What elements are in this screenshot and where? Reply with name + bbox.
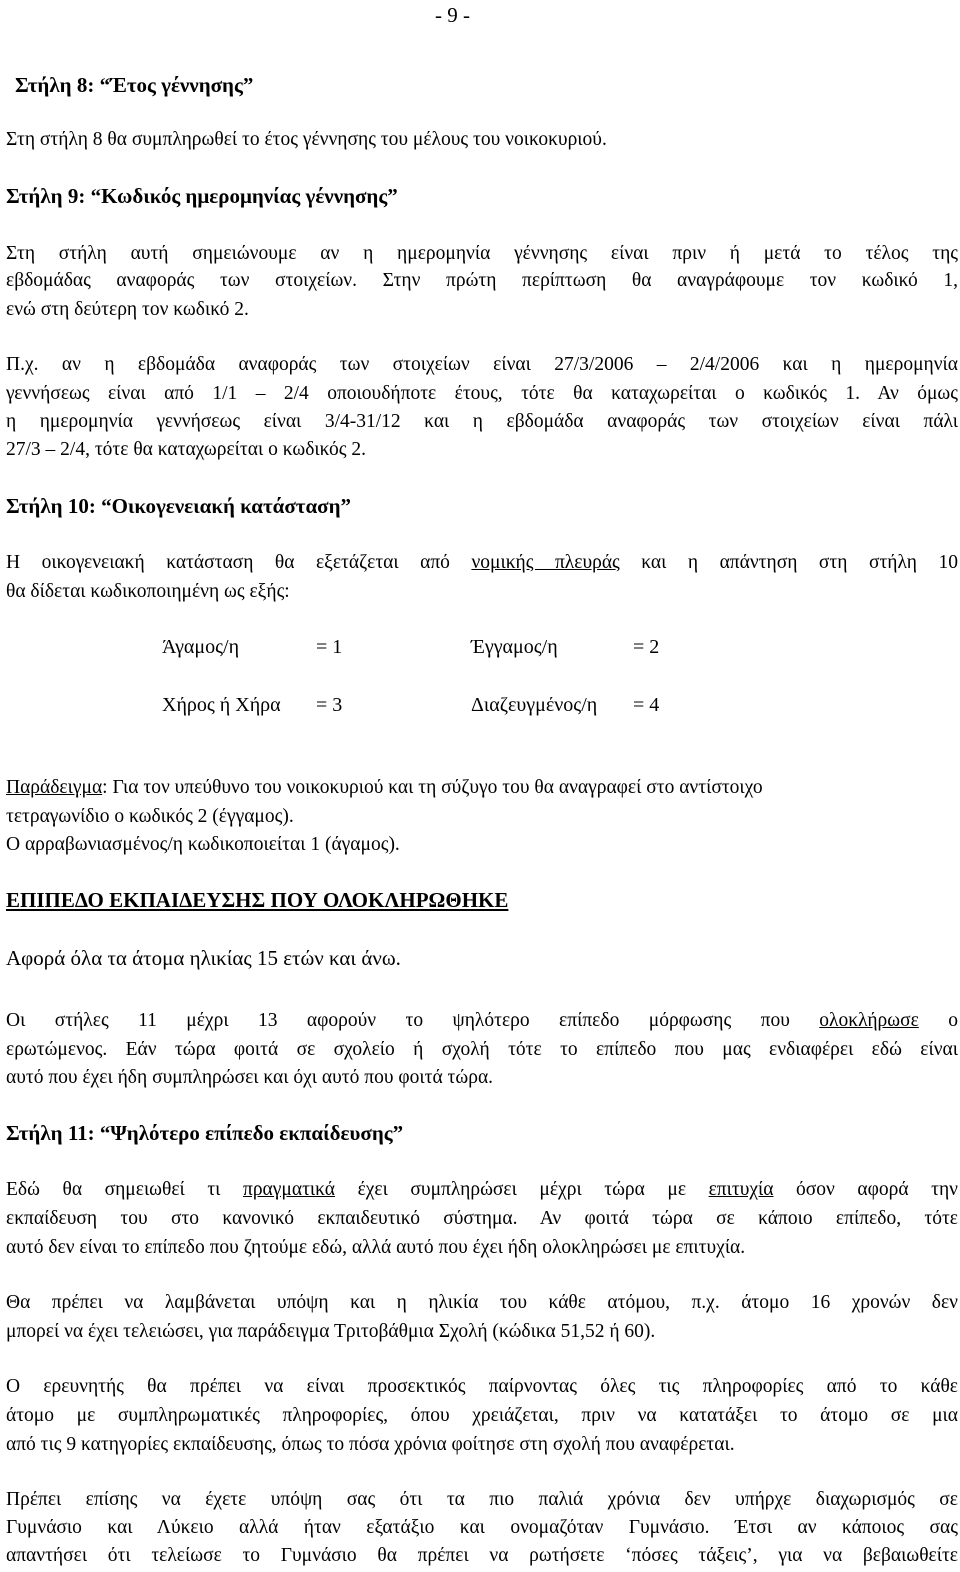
paragraph-line: Γυμνάσιο και Λύκειο αλλά ήταν εξατάξιο και ονομαζόταν Γυμνάσιο. Έτσι αν κάποιος σας [6, 1517, 958, 1538]
code-value: = 2 [633, 636, 660, 658]
paragraph-line: ερωτώμενος. Εάν τώρα φοιτά σε σχολείο ή σχολή τότε το επίπεδο που μας ενδιαφέρει εδώ είναι [6, 1039, 958, 1060]
example-line: Ο αρραβωνιασμένος/η κωδικοποιείται 1 (άγαμος). [6, 834, 400, 855]
paragraph-line: Πρέπει επίσης να έχετε υπόψη σας ότι τα πιο παλιά χρόνια δεν υπήρχε διαχωρισμός σε [6, 1489, 958, 1510]
example-line: Παράδειγμα: Για τον υπεύθυνο του νοικοκυριού και τη σύζυγο του θα αναγραφεί στο αντίστοιχο [6, 777, 763, 798]
section-heading-column-10: Στήλη 10: “Οικογενειακή κατάσταση” [6, 494, 352, 518]
paragraph-line: Θα πρέπει να λαμβάνεται υπόψη και η ηλικία του κάθε ατόμου, π.χ. άτομο 16 χρονών δεν [6, 1292, 958, 1313]
paragraph-line: άτομο με συμπληρωματικές πληροφορίες, όπου χρειάζεται, πριν να κατατάξει το άτομο σε μια [6, 1405, 958, 1426]
section-heading-column-11: Στήλη 11: “Ψηλότερο επίπεδο εκπαίδευσης” [6, 1121, 404, 1145]
paragraph-line: η ημερομηνία γεννήσεως είναι 3/4-31/12 και η εβδομάδα αναφοράς των στοιχείων είναι πάλι [6, 411, 958, 432]
paragraph-line: από τις 9 κατηγορίες εκπαίδευσης, όπως το πόσα χρόνια φοίτησε στη σχολή που αναφέρεται. [6, 1434, 735, 1455]
paragraph-line: Στη στήλη αυτή σημειώνουμε αν η ημερομηνία γέννησης είναι πριν ή μετά το τέλος της [6, 243, 958, 264]
paragraph-line: αυτό που έχει ήδη συμπληρώσει και όχι αυτό που φοιτά τώρα. [6, 1067, 494, 1088]
paragraph-line: ενώ στη δεύτερη τον κωδικό 2. [6, 299, 249, 320]
paragraph-line: 27/3 – 2/4, τότε θα καταχωρείται ο κωδικός 2. [6, 439, 366, 460]
paragraph-line: μπορεί να έχει τελειώσει, για παράδειγμα Τριτοβάθμια Σχολή (κώδικα 51,52 ή 60). [6, 1321, 656, 1342]
code-label: Άγαμος/η [162, 636, 240, 658]
section-heading-column-9: Στήλη 9: “Κωδικός ημερομηνίας γέννησης” [6, 184, 398, 208]
paragraph-line: απαντήσει ότι τελείωσε το Γυμνάσιο θα πρέπει να ρωτήσετε ‘πόσες τάξεις’, για να βεβαιωθείτε [6, 1545, 958, 1566]
code-value: = 4 [633, 694, 660, 716]
paragraph-line: Π.χ. αν η εβδομάδα αναφοράς των στοιχείων είναι 27/3/2006 – 2/4/2006 και η ημερομηνία [6, 354, 958, 375]
example-line: τετραγωνίδιο ο κωδικός 2 (έγγαμος). [6, 806, 294, 827]
paragraph-line: Η οικογενειακή κατάσταση θα εξετάζεται από νομικής πλευράς και η απάντηση στη στήλη 10 [6, 552, 958, 573]
paragraph-line: Εδώ θα σημειωθεί τι πραγματικά έχει συμπληρώσει μέχρι τώρα με επιτυχία όσον αφορά την [6, 1179, 958, 1200]
paragraph-line: Οι στήλες 11 μέχρι 13 αφορούν το ψηλότερο επίπεδο μόρφωσης που ολοκλήρωσε ο [6, 1010, 959, 1031]
paragraph-line: θα δίδεται κωδικοποιημένη ως εξής: [6, 581, 290, 602]
code-label: Χήρος ή Χήρα [162, 694, 281, 716]
paragraph-line: εκπαίδευση του στο κανονικό εκπαιδευτικό σύστημα. Αν φοιτά τώρα σε κάποιο επίπεδο, τότε [6, 1208, 958, 1229]
paragraph-line: αυτό δεν είναι το επίπεδο που ζητούμε εδώ, αλλά αυτό που έχει ήδη ολοκληρώσει με επιτυχία. [6, 1237, 746, 1258]
code-label: Διαζευγμένος/η [471, 694, 598, 716]
education-subtitle: Αφορά όλα τα άτομα ηλικίας 15 ετών και άνω. [6, 946, 401, 970]
page-number: - 9 - [435, 3, 470, 27]
paragraph-line: Ο ερευνητής θα πρέπει να είναι προσεκτικός παίρνοντας όλες τις πληροφορίες από το κάθε [6, 1376, 958, 1397]
paragraph-column-8: Στη στήλη 8 θα συμπληρωθεί το έτος γέννησης του μέλους του νοικοκυριού. [6, 129, 607, 150]
example-label: Παράδειγμα [6, 777, 103, 798]
paragraph-line: εβδομάδας αναφοράς των στοιχείων. Στην πρώτη περίπτωση θα αναγράφουμε τον κωδικό 1, [6, 270, 958, 291]
code-value: = 3 [316, 694, 343, 716]
code-label: Έγγαμος/η [471, 636, 558, 658]
section-heading-education: ΕΠΙΠΕΔΟ ΕΚΠΑΙΔΕΥΣΗΣ ΠΟΥ ΟΛΟΚΛΗΡΩΘΗΚΕ [6, 888, 509, 912]
paragraph-line: γεννήσεως είναι από 1/1 – 2/4 οποιουδήποτε έτους, τότε θα καταχωρείται ο κωδικός 1. Αν όμως [6, 383, 958, 404]
code-value: = 1 [316, 636, 343, 658]
section-heading-column-8: Στήλη 8: “Έτος γέννησης” [15, 73, 254, 97]
